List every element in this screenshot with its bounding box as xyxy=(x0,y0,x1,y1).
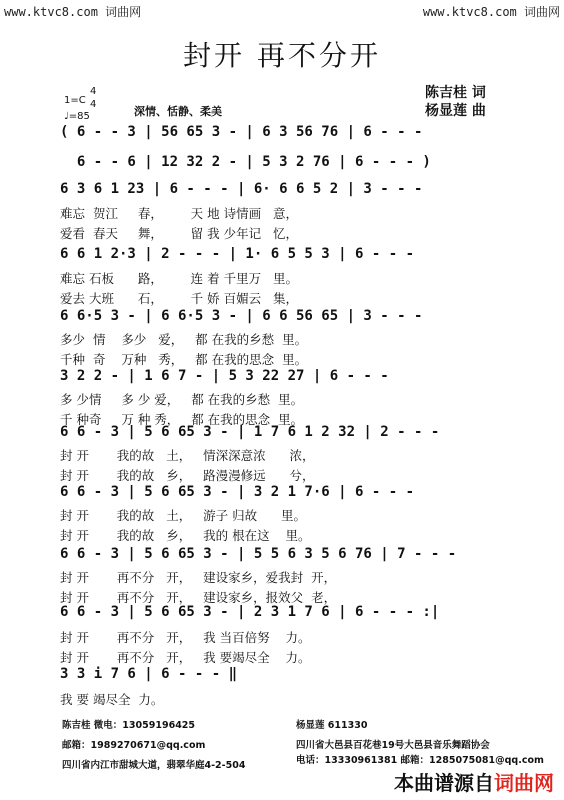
notation-line: 6 6 - 3 | 5 6 65 3 - | 3 2 1 7·6 | 6 - - - xyxy=(60,484,415,500)
lyric-line: 千 种奇 万 种 秀， 都 在我的思念 里。 xyxy=(60,412,304,427)
time-signature-top: 4 xyxy=(90,86,97,97)
notation-line: 6 6 1 2·3 | 2 - - - | 1· 6 5 5 3 | 6 - - - xyxy=(60,246,415,262)
expression-marking: 深情、恬静、柔美 xyxy=(134,105,222,118)
footer-contact-left-2: 邮箱：1989270671@qq.com xyxy=(62,740,206,751)
source-brand xyxy=(394,767,554,796)
footer-contact-left-3: 四川省内江市甜城大道，翡翠华庭4-2-504 xyxy=(62,760,246,771)
lyric-line: 我 要 竭尽全 力。 xyxy=(60,692,164,707)
notation-line: 6 6 - 3 | 5 6 65 3 - | 1 7 6 1 2 32 | 2 - - - xyxy=(60,424,440,440)
notation-line: 6 - - 6 | 12 32 2 - | 5 3 2 76 | 6 - - - ) xyxy=(60,154,431,170)
notation-line: 6 6 - 3 | 5 6 65 3 - | 5 5 6 3 5 6 76 | 7 - - - xyxy=(60,546,457,562)
lyric-line: 多 少情 多 少 爱， 都 在我的乡愁 里。 xyxy=(60,392,304,407)
composer-credit: 杨显莲 曲 xyxy=(425,103,486,119)
footer-contact-right-3: 电话：13330961381 邮箱：1285075081@qq.com xyxy=(296,755,544,766)
brand-name: 词曲网 xyxy=(494,771,554,795)
lyric-line: 封 开 我的故 乡， 路漫漫修远 兮， xyxy=(60,468,315,483)
lyric-line: 封 开 我的故 土， 游子 归故 里。 xyxy=(60,508,306,523)
tempo-marking: ♩=85 xyxy=(64,111,90,122)
footer-contact-left-1: 陈吉桂 微电：13059196425 xyxy=(62,720,196,731)
notation-line: 6 3 6 1 23 | 6 - - - | 6· 6 6 5 2 | 3 - - - xyxy=(60,181,423,197)
notation-line: 6 6·5 3 - | 6 6·5 3 - | 6 6 56 65 | 3 - - - xyxy=(60,308,423,324)
notation-line: 3 3 i 7 6 | 6 - - - ‖ xyxy=(60,666,238,682)
lyric-line: 封 开 再不分 开， 建设家乡，爱我封 开， xyxy=(60,570,337,585)
notation-line: ( 6 - - 3 | 56 65 3 - | 6 3 56 76 | 6 - - - xyxy=(60,124,423,140)
watermark-left: www.ktvc8.com 词曲网 xyxy=(4,5,142,19)
lyric-line: 难忘 贺江 春， 天 地 诗情画 意， xyxy=(60,206,298,221)
lyric-line: 爱去 大班 石， 千 娇 百媚云 集， xyxy=(60,291,298,306)
lyric-line: 难忘 石板 路， 连 着 千里万 里。 xyxy=(60,271,298,286)
footer-contact-right-1: 杨显莲 611330 xyxy=(296,720,368,731)
lyricist-credit: 陈吉桂 词 xyxy=(425,85,486,101)
lyric-line: 封 开 再不分 开， 我 要竭尽全 力。 xyxy=(60,650,311,665)
footer-contact-right-2: 四川省大邑县百花巷19号大邑县音乐舞蹈协会 xyxy=(296,740,490,751)
lyric-line: 封 开 我的故 土， 情深深意浓 浓， xyxy=(60,448,315,463)
lyric-line: 封 开 我的故 乡， 我的 根在这 里。 xyxy=(60,528,311,543)
time-signature-bottom: 4 xyxy=(90,99,97,110)
key-signature: 1=C xyxy=(64,95,86,106)
brand-text: 本曲谱源自 xyxy=(394,771,494,795)
lyric-line: 封 开 再不分 开， 建设家乡，报效父 老， xyxy=(60,590,337,605)
watermark-right: www.ktvc8.com 词曲网 xyxy=(422,5,560,19)
lyric-line: 千种 奇 万种 秀， 都 在我的思念 里。 xyxy=(60,352,308,367)
lyric-line: 封 开 再不分 开， 我 当百倍努 力。 xyxy=(60,630,311,645)
lyric-line: 爱看 春天 舞， 留 我 少年记 忆， xyxy=(60,226,298,241)
notation-line: 6 6 - 3 | 5 6 65 3 - | 2 3 1 7 6 | 6 - - - :| xyxy=(60,604,440,620)
notation-line: 3 2 2 - | 1 6 7 - | 5 3 22 27 | 6 - - - xyxy=(60,368,389,384)
lyric-line: 多少 情 多少 爱， 都 在我的乡愁 里。 xyxy=(60,332,308,347)
song-title: 封开 再不分开 xyxy=(183,39,381,72)
